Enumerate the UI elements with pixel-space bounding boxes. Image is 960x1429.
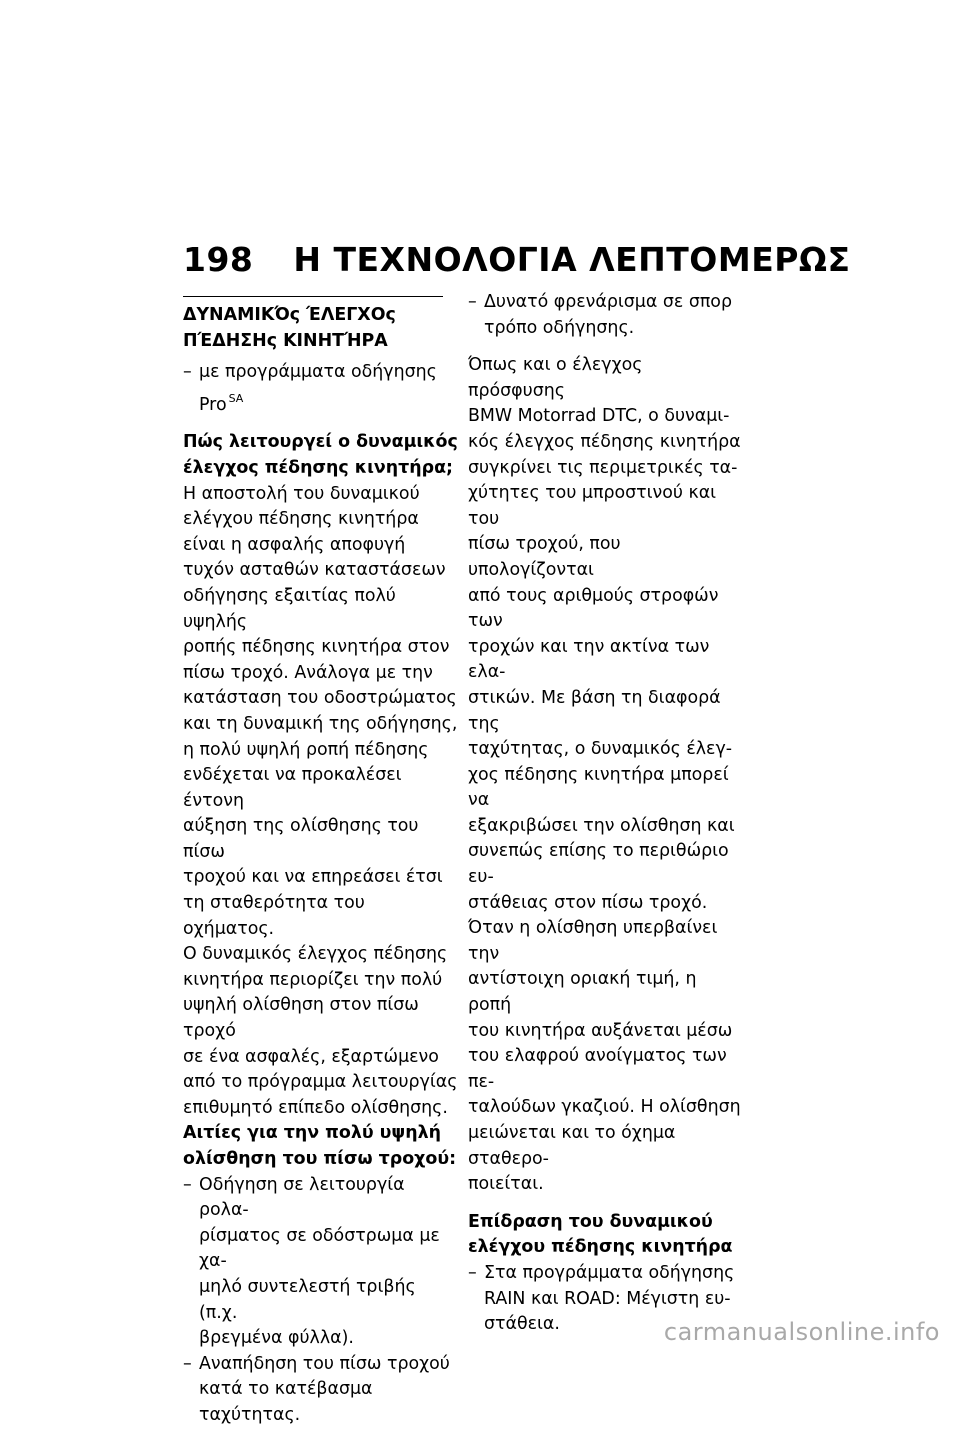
- page-title: Η ΤΕΧΝΟΛΟΓΙΑ ΛΕΠΤΟΜΕΡΩΣ: [293, 240, 851, 279]
- mode-bullet: – με προγράμματα οδήγησης Pro $^{SA}$: [183, 360, 458, 418]
- text-line: κινητήρα περιορίζει την πολύ: [183, 969, 443, 990]
- text-line: του ελαφρού ανοίγματος των πε-: [468, 1046, 727, 1092]
- text-line: ταχύτητας, ο δυναμικός έλεγ-: [468, 739, 733, 760]
- text-line: χύτητες του μπροστινού και του: [468, 483, 717, 529]
- text-line: – Στα προγράμματα οδήγησης: [484, 1262, 735, 1283]
- text-line: εξακριβώσει την ολίσθηση και: [468, 815, 735, 836]
- text-line: στάθεια.: [484, 1314, 560, 1335]
- text-line: ροπής πέδησης κινητήρα στον: [183, 637, 450, 658]
- text-line: είναι η ασφαλής αποφυγή: [183, 534, 406, 555]
- page-number: 198: [183, 240, 254, 279]
- text-line: στικών. Με βάση τη διαφορά της: [468, 687, 721, 734]
- text-line: βρεγμένα φύλλα).: [199, 1328, 354, 1349]
- text-line: μειώνεται και το όχημα σταθερο-: [468, 1123, 676, 1169]
- text-line: ενδέχεται να προκαλέσει έντονη: [183, 765, 402, 811]
- text-line: αύξηση της ολίσθησης του πίσω: [183, 816, 419, 862]
- text-line: πίσω τροχού, που υπολογίζονται: [468, 534, 621, 580]
- text-line: επιθυμητό επίπεδο ολίσθησης.: [183, 1097, 448, 1118]
- text-line: πίσω τροχό. Ανάλογα με την: [183, 662, 433, 683]
- text-line: ταλούδων γκαζιού. Η ολίσθηση: [468, 1097, 741, 1118]
- text-line: κατά το κατέβασμα ταχύτητας.: [199, 1379, 373, 1425]
- text-line: BMW Motorrad DTC, ο δυναμι-: [468, 406, 730, 427]
- text-line: κός έλεγχος πέδησης κινητήρα: [468, 431, 741, 452]
- section-title: ΔΥΝΑΜΙΚΌς ΈΛΕΓΧΟς ΠΈΔΗΣΗς ΚΙΝΗΤΉΡΑ: [183, 305, 396, 351]
- text-line: – Δυνατό φρενάρισμα σε σπορ: [484, 292, 732, 312]
- causes-title: Αιτίες για την πολύ υψηλή ολίσθηση του πίσω τροχού:: [183, 1123, 457, 1169]
- text-line: ποιείται.: [468, 1174, 544, 1195]
- page-header: [183, 240, 851, 279]
- text-line: οδήγησης εξαιτίας πολύ υψηλής: [183, 585, 396, 632]
- text-line: μηλό συντελεστή τριβής (π.χ.: [199, 1276, 416, 1323]
- text-line: στάθειας στον πίσω τροχό.: [468, 892, 708, 913]
- text-line: τροχών και την ακτίνα των ελα-: [468, 636, 710, 683]
- left-column: [183, 290, 458, 1429]
- cause-bullet-3: [468, 290, 743, 341]
- sa-superscript: SA: [228, 391, 244, 405]
- text-line: από τους αριθμούς στροφών των: [468, 585, 719, 632]
- cause-bullet-1: [183, 1173, 458, 1352]
- text-line: του κινητήρα αυξάνεται μέσω: [468, 1020, 733, 1041]
- text-line: χος πέδησης κινητήρα μπορεί να: [468, 764, 729, 811]
- text-line: RAIN και ROAD: Μέγιστη ευ-: [484, 1288, 731, 1309]
- text-line: Όπως και ο έλεγχος πρόσφυσης: [468, 355, 643, 401]
- watermark: carmanualsonline.info: [663, 1318, 940, 1346]
- cause-bullet-2: [183, 1352, 458, 1429]
- text-line: Όταν η ολίσθηση υπερβαίνει την: [468, 918, 718, 964]
- text-line: Ο δυναμικός έλεγχος πέδησης: [183, 944, 448, 965]
- text-line: τρόπο οδήγησης.: [484, 317, 635, 338]
- text-line: υψηλή ολίσθηση στον πίσω τροχό: [183, 995, 419, 1042]
- text-line: ελέγχου πέδησης κινητήρα: [183, 509, 419, 530]
- text-line: – Αναπήδηση του πίσω τροχού: [199, 1353, 450, 1374]
- text-line: Η αποστολή του δυναμικού: [183, 483, 420, 504]
- how-it-works-text: [183, 482, 458, 1122]
- text-line: η πολύ υψηλή ροπή πέδησης: [183, 739, 429, 760]
- text-line: κατάσταση του οδοστρώματος: [183, 688, 457, 709]
- text-line: αντίστοιχη οριακή τιμή, η ροπή: [468, 969, 697, 1016]
- section-rule: [183, 296, 443, 297]
- text-line: και τη δυναμική της οδήγησης,: [183, 713, 458, 734]
- effect-title: Επίδραση του δυναμικού ελέγχου πέδησης κινητήρα: [468, 1211, 733, 1258]
- how-it-works-title: Πώς λειτουργεί ο δυναμικός έλεγχος πέδησης κινητήρα;: [183, 432, 458, 478]
- text-line: σε ένα ασφαλές, εξαρτώμενο: [183, 1046, 439, 1067]
- text-line: τη σταθερότητα του οχήματος.: [183, 893, 365, 939]
- text-line: τυχόν ασταθών καταστάσεων: [183, 560, 446, 581]
- text-line: συγκρίνει τις περιμετρικές τα-: [468, 457, 738, 478]
- text-line: συνεπώς επίσης το περιθώριο ευ-: [468, 841, 729, 888]
- right-column: [468, 290, 743, 1338]
- text-line: τροχού και να επηρεάσει έτσι: [183, 867, 443, 888]
- text-line: ρίσματος σε οδόστρωμα με χα-: [199, 1225, 440, 1272]
- text-line: – Οδήγηση σε λειτουργία ρολα-: [199, 1174, 405, 1221]
- text-line: από το πρόγραμμα λειτουργίας: [183, 1072, 458, 1093]
- dtc-comparison-text: [468, 353, 743, 916]
- slip-correction-text: [468, 916, 743, 1198]
